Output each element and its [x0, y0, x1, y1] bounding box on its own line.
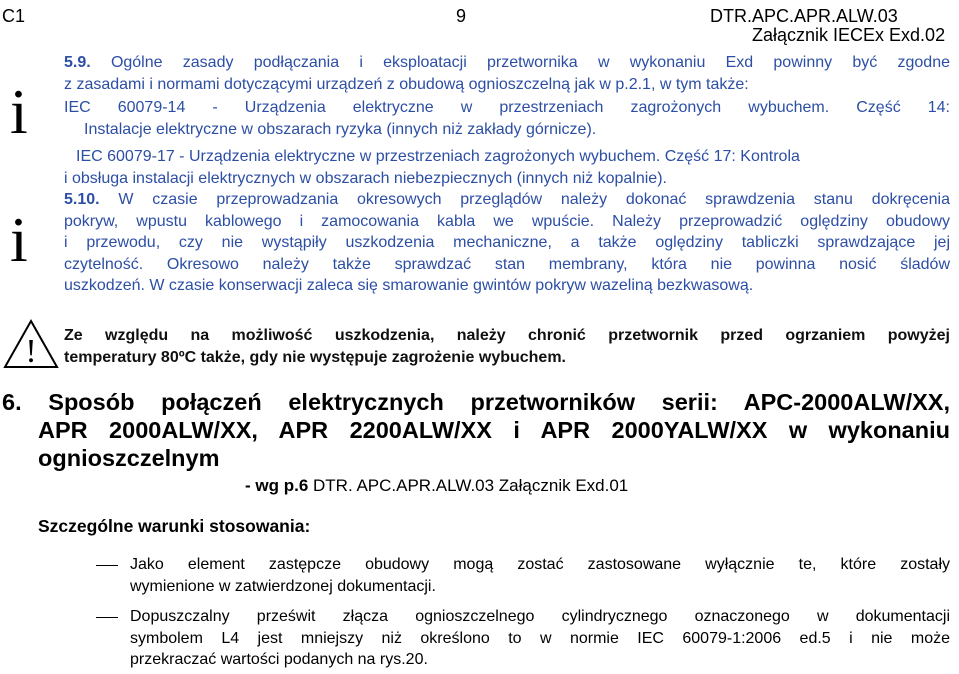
section-6-heading — [2, 388, 950, 472]
doc-code: DTR.APC.APR.ALW.03 — [710, 6, 898, 26]
standard-line: Instalacje elektryczne w obszarach ryzyka (innych niż zakłady górnicze). — [84, 120, 597, 138]
list-item-line: Dopuszczalny prześwit złącza ognioszczelnego cylindrycznego oznaczonego w dokumentacji — [130, 608, 950, 625]
paragraph-line: czytelność. Okresowo należy także sprawdzać stan membrany, która nie powinna nosić śladów — [64, 255, 950, 273]
reference-doc: DTR. APC.APR.ALW.03 Załącznik Exd.01 — [308, 476, 629, 495]
paragraph-line: z zasadami i normami dotyczącymi urządzeń z obudową ognioszczelną jak w p.2.1, w tym także: — [64, 75, 749, 93]
warning-line: Ze względu na możliwość uszkodzenia, należy chronić przetwornik przed ogrzaniem powyżej — [64, 327, 950, 344]
section-5-9 — [64, 52, 950, 95]
special-conditions-title: Szczególne warunki stosowania: — [38, 516, 311, 536]
paragraph-line: uszkodzeń. W czasie konserwacji zaleca się smarowanie gwintów pokryw wazeliną bezkwasową. — [64, 277, 754, 294]
page-number: 9 — [456, 6, 467, 26]
warning-line: temperatury 80ºC także, gdy nie występuje zagrożenie wybuchem. — [64, 348, 566, 366]
warning-triangle-icon — [2, 318, 60, 370]
info-icon: i — [10, 76, 28, 147]
heading-line: ognioszczelnym — [38, 445, 220, 471]
info-icon: i — [10, 204, 28, 275]
list-dash — [96, 617, 118, 618]
standard-iec-60079-17 — [64, 146, 950, 189]
attachment-label: Załącznik IECEx Exd.02 — [752, 25, 946, 45]
header-left-label: C1 — [2, 6, 26, 26]
paragraph-line: i przewodu, czy nie wystąpiły uszkodzenia mechaniczne, a także oględziny tabliczki sprawdzające jej — [64, 234, 950, 251]
paragraph-line: W czasie przeprowadzania okresowych przeglądów należy dokonać sprawdzenia stanu dokręcenia — [118, 191, 950, 208]
list-dash — [96, 565, 118, 566]
list-item-line: przekraczać wartości podanych na rys.20. — [130, 651, 428, 668]
standard-line: i obsługa instalacji elektrycznych w obszarach niebezpiecznych (innych niż kopalnie). — [64, 169, 667, 187]
standard-iec-60079-14 — [64, 97, 950, 140]
section-number: 5.10. — [64, 191, 100, 208]
section-5-10 — [64, 189, 950, 297]
heading-line: APR 2000ALW/XX, APR 2200ALW/XX i APR 2000YALW/XX w wykonaniu — [38, 417, 950, 443]
section-number: 5.9. — [64, 54, 91, 71]
list-item — [130, 554, 950, 597]
paragraph-line: Ogólne zasady podłączania i eksploatacji przetwornika w wykonaniu Exd powinny być zgodne — [110, 54, 950, 71]
paragraph-line: pokryw, wpustu kablowego i zamocowania kabla we wpuście. Należy przeprowadzić oględziny obudowy — [64, 212, 950, 230]
list-item-line: symbolem L4 jest mniejszy niż określono to w normie IEC 60079-1:2006 ed.5 i nie może — [130, 629, 950, 647]
standard-line: IEC 60079-14 - Urządzenia elektryczne w przestrzeniach zagrożonych wybuchem. Część 14: — [64, 99, 950, 116]
reference-prefix: - wg p.6 — [245, 476, 309, 495]
list-item — [130, 606, 950, 671]
list-item-line: wymienione w zatwierdzonej dokumentacji. — [130, 577, 436, 595]
heading-line: 6. Sposób połączeń elektrycznych przetworników serii: APC-2000ALW/XX, — [2, 389, 950, 415]
standard-line: IEC 60079-17 - Urządzenia elektryczne w przestrzeniach zagrożonych wybuchem. Część 17: Kontrola — [76, 148, 800, 165]
list-item-line: Jako element zastępcze obudowy mogą zostać zastosowane wyłącznie te, które zostały — [130, 556, 950, 573]
reference-line — [245, 476, 628, 496]
warning-mark: ! — [25, 333, 37, 370]
warning-text — [64, 325, 950, 368]
